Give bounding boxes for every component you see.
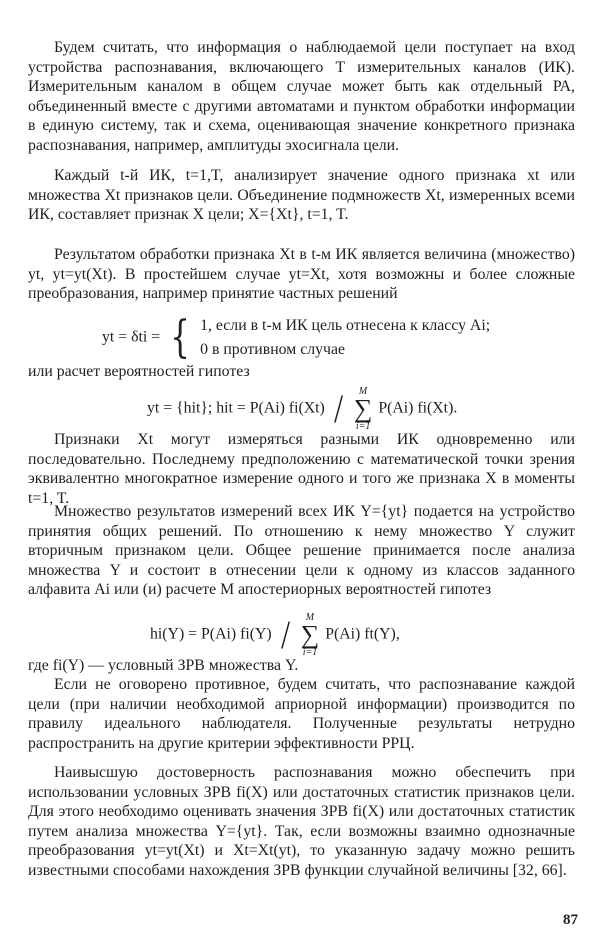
summation-sign	[301, 612, 320, 658]
fraction-slash-icon: /	[333, 386, 343, 431]
formula-decision	[102, 314, 490, 362]
left-brace-icon: {	[170, 312, 190, 363]
paragraph-9	[28, 763, 575, 881]
formula-posterior-lhs: hi(Y) = P(Ai) fi(Y)	[150, 625, 272, 643]
page-number: 87	[563, 912, 578, 928]
formula-posterior	[150, 612, 400, 658]
paragraph-7-text: где fi(Y) — условный ЗРВ множества Y.	[28, 657, 299, 674]
paragraph-4	[28, 362, 575, 382]
paragraph-2-text: Каждый t-й ИК, t=1,T, анализирует значение одного признака xt или множества Xt признаков цели. Объединение подмножеств Xt, измеренных всеми ИК, составляет признак X цели; X={Xt}, t=1, T.	[28, 167, 575, 224]
fraction-slash-icon: /	[280, 612, 290, 657]
formula-decision-cases	[200, 314, 490, 362]
paragraph-4-text: или расчет вероятностей гипотез	[28, 363, 250, 380]
paragraph-1	[28, 38, 575, 156]
paragraph-6	[28, 502, 575, 600]
paragraph-8-text: Если не оговорено противное, будем считать, что распознавание каждой цели (при наличии необходимой априорной информации) производится по правилу идеального наблюдателя. Полученные результаты нетрудно распространить на другие критерии эффективности РРЦ.	[28, 676, 575, 752]
sum-lower-limit: i=1	[355, 421, 371, 432]
paragraph-3	[28, 245, 575, 304]
paragraph-7	[28, 656, 575, 676]
paragraph-9-text: Наивысшую достоверность распознавания можно обеспечить при использовании условных ЗРВ fi(X) или достаточных статистик признаков цели. Для этого необходимо оценивать значения ЗРВ fi(X) или достаточных статистик путем анализа множества Y={yt}. Так, если возможны взаимно однозначные преобразования yt=yt(Xt) и Xt=Xt(yt), то указанную задачу можно решить известными способами нахождения ЗРВ функции случайной величины [32, 66].	[28, 764, 575, 879]
sum-upper-limit: M	[305, 612, 315, 623]
sigma-icon: ∑	[300, 620, 320, 649]
summation-sign	[354, 386, 373, 432]
formula-decision-case-1: 1, если в t-м ИК цель отнесена к классу Ai;	[200, 317, 491, 334]
formula-hypotheses-rhs: P(Ai) fi(Xt).	[378, 399, 458, 417]
formula-hypotheses-lhs: yt = {hit}; hit = P(Ai) fi(Xt)	[147, 399, 325, 417]
formula-posterior-rhs: P(Ai) ft(Y),	[325, 625, 400, 643]
paragraph-5	[28, 430, 575, 508]
sigma-icon: ∑	[353, 394, 373, 423]
paragraph-6-text: Множество результатов измерений всех ИК Y={yt} подается на устройство принятия общих решений. По отношению к нему множество Y служит вторичным признаком цели. Общее решение принимается после анализа множества Y и состоит в отнесении цели к одному из классов заданного алфавита Ai или (и) расчете M апостериорных вероятностей гипотез	[28, 503, 575, 599]
formula-hypotheses	[147, 386, 457, 432]
formula-decision-case-2: 0 в противном случае	[200, 341, 345, 358]
formula-decision-lhs: yt = δti =	[102, 328, 161, 346]
paragraph-8	[28, 675, 575, 753]
paragraph-1-text: Будем считать, что информация о наблюдаемой цели поступает на вход устройства распознавания, включающего T измерительных каналов (ИК). Измерительным каналом в общем случае может быть как отдельный РА, объединенный вместе с другими автоматами и пунктом обработки информации в единую систему, так и схема, оценивающая значение конкретного признака распознавания, например, амплитуды эхосигнала цели.	[28, 39, 575, 154]
paragraph-3-text: Результатом обработки признака Xt в t-м ИК является величина (множество) yt, yt=yt(Xt). В простейшем случае yt=Xt, хотя возможны и более сложные преобразования, например принятие частных решений	[28, 246, 575, 303]
paragraph-2	[28, 166, 575, 225]
paragraph-5-text: Признаки Xt могут измеряться разными ИК одновременно или последовательно. Последнему предположению с математической точки зрения эквивалентно многократное измерение одного и того же признака X в моменты t=1, T.	[28, 431, 575, 507]
sum-upper-limit: M	[358, 386, 368, 397]
sum-lower-limit: i=1	[302, 647, 318, 658]
